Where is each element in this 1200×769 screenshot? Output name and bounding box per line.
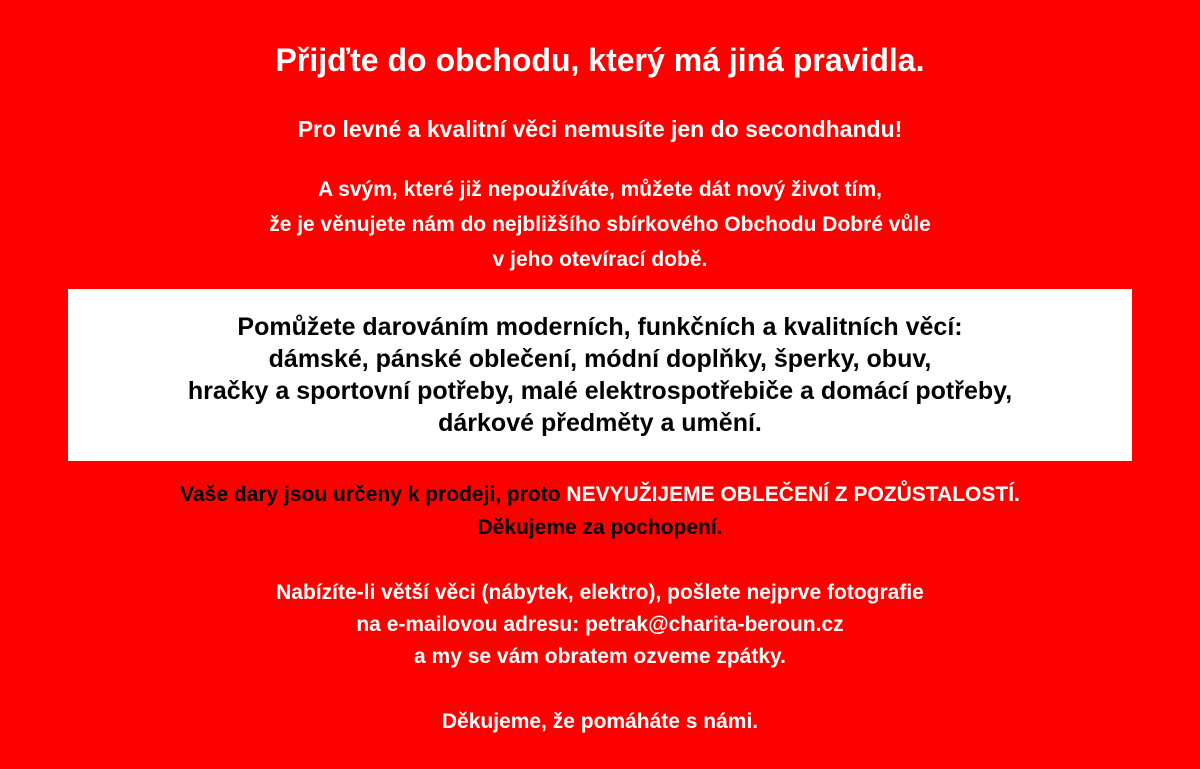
- subheadline: [0, 112, 1200, 146]
- closing: [0, 706, 1200, 738]
- intro-line: A svým, které již nepoužíváte, můžete dát nový život tím,: [317, 178, 883, 201]
- intro-paragraph: [0, 172, 1200, 277]
- offer-line-email: na e-mailovou adresu: petrak@charita-beroun.cz: [356, 613, 844, 636]
- notice-paragraph: [0, 478, 1200, 544]
- donation-line: Pomůžete darováním moderních, funkčních a kvalitních věcí:: [237, 313, 963, 341]
- intro-line: v jeho otevírací době.: [492, 248, 708, 271]
- notice-highlight: NEVYUŽIJEME OBLEČENÍ Z POZŮSTALOSTÍ.: [566, 483, 1020, 506]
- offer-line: Nabízíte-li větší věci (nábytek, elektro), pošlete nejprve fotografie: [276, 581, 924, 604]
- donation-items-box: [68, 289, 1132, 461]
- subheadline-text: Pro levné a kvalitní věci nemusíte jen do secondhandu!: [297, 116, 903, 142]
- closing-text: Děkujeme, že pomáháte s námi.: [441, 710, 759, 733]
- notice-line: [0, 478, 1200, 511]
- donation-line: dámské, pánské oblečení, módní doplňky, šperky, obuv,: [268, 345, 932, 373]
- notice-prefix: Vaše dary jsou určeny k prodeji, proto: [180, 483, 567, 506]
- notice-thanks: Děkujeme za pochopení.: [477, 516, 723, 539]
- donation-line: dárkové předměty a umění.: [438, 409, 762, 437]
- offer-paragraph: [0, 577, 1200, 673]
- intro-line: že je věnujete nám do nejbližšího sbírkového Obchodu Dobré vůle: [269, 213, 931, 236]
- headline-text: Přijďte do obchodu, který má jiná pravidla.: [275, 42, 925, 78]
- headline: [0, 38, 1200, 82]
- donation-line: hračky a sportovní potřeby, malé elektrospotřebiče a domácí potřeby,: [187, 377, 1013, 405]
- offer-line: a my se vám obratem ozveme zpátky.: [414, 645, 786, 668]
